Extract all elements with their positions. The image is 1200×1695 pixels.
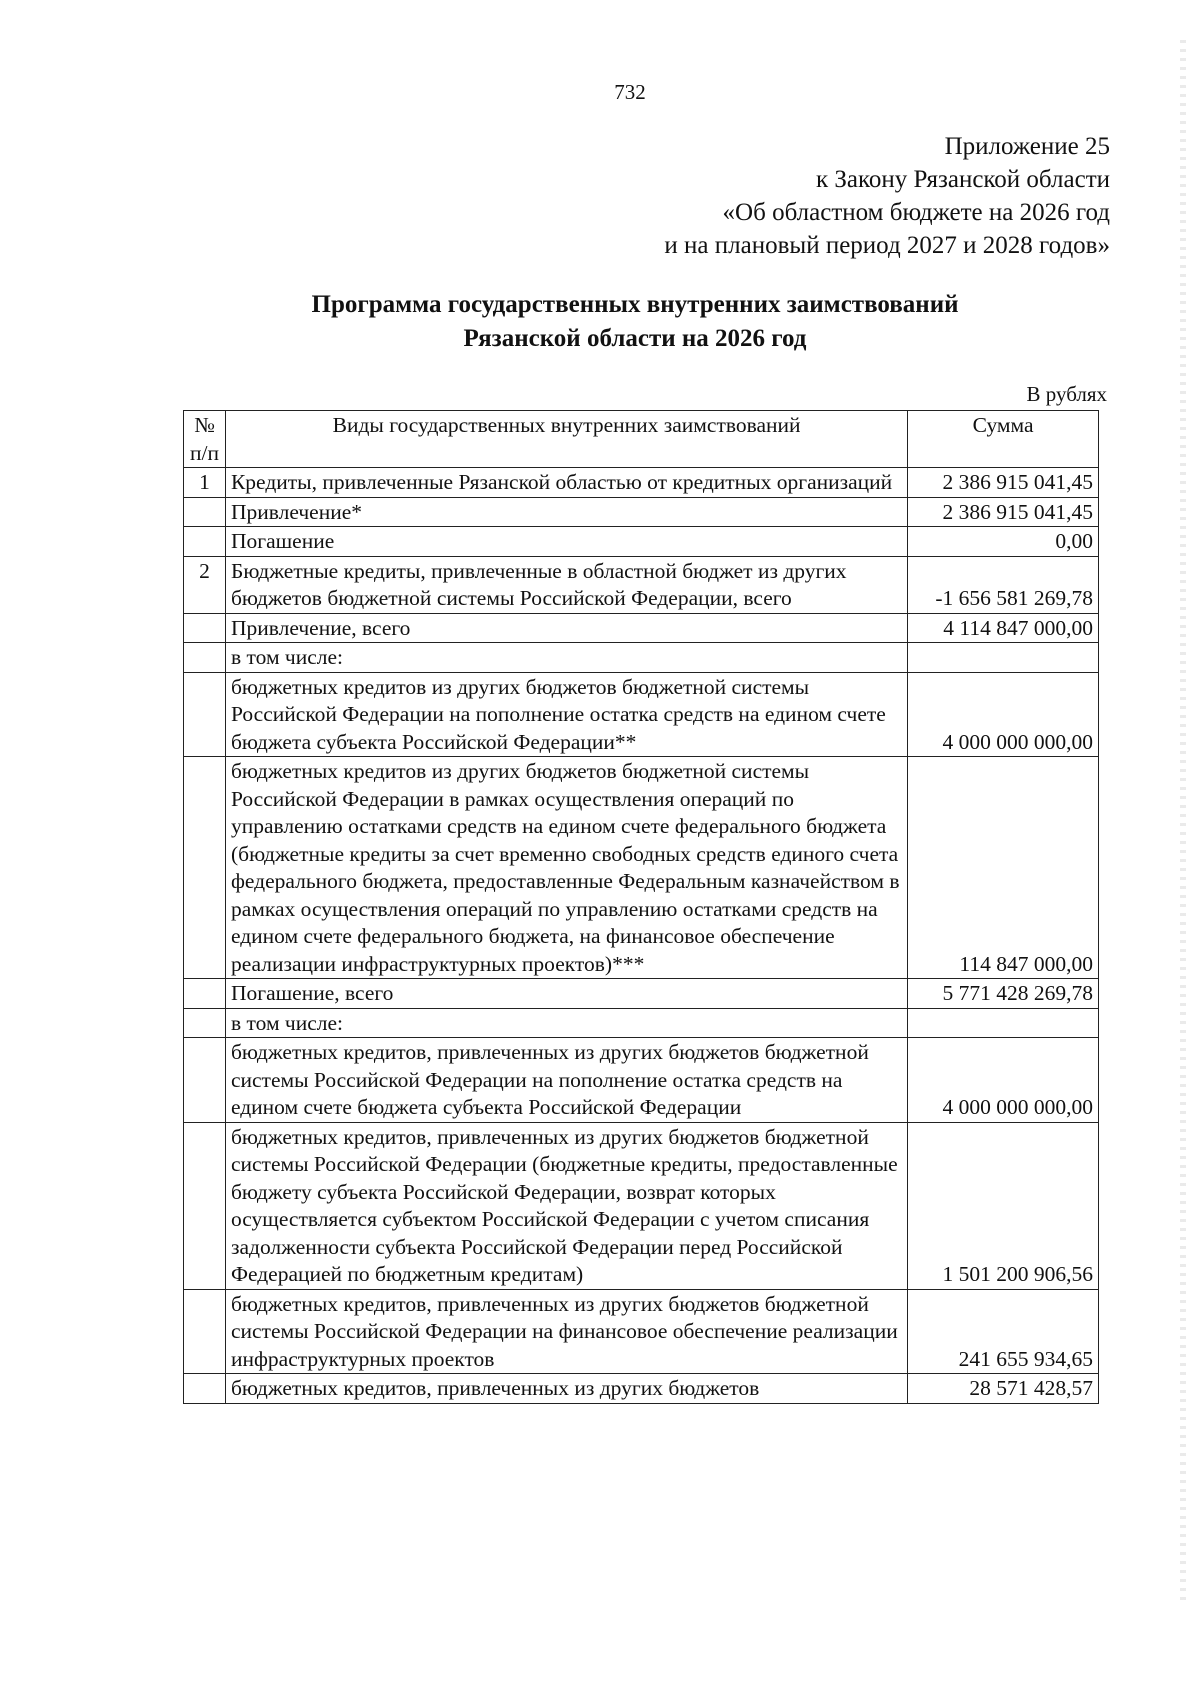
row-amount: 5 771 428 269,78 bbox=[908, 979, 1099, 1009]
row-amount: 1 501 200 906,56 bbox=[908, 1122, 1099, 1289]
table-row bbox=[184, 1122, 1099, 1289]
row-amount: 0,00 bbox=[908, 527, 1099, 557]
table-row bbox=[184, 672, 1099, 757]
row-number bbox=[184, 1122, 226, 1289]
row-amount: 114 847 000,00 bbox=[908, 757, 1099, 979]
table-row bbox=[184, 556, 1099, 613]
row-amount: 28 571 428,57 bbox=[908, 1374, 1099, 1404]
appendix-line-4: и на плановый период 2027 и 2028 годов» bbox=[664, 232, 1110, 259]
table-header-row bbox=[184, 411, 1099, 468]
appendix-line-1: Приложение 25 bbox=[944, 133, 1110, 160]
table-row bbox=[184, 527, 1099, 557]
row-amount: 241 655 934,65 bbox=[908, 1289, 1099, 1374]
scan-edge-artifact bbox=[1180, 40, 1186, 1600]
row-description: бюджетных кредитов, привлеченных из других бюджетов бюджетной системы Российской Федерации на пополнение остатка средств на едином счете бюджета субъекта Российской Федерации bbox=[225, 1038, 907, 1123]
table-row bbox=[184, 757, 1099, 979]
row-number: 1 bbox=[184, 468, 226, 498]
title-line-2: Рязанской области на 2026 год bbox=[463, 325, 807, 352]
table-body bbox=[184, 411, 1099, 1404]
units-label: В рублях bbox=[1026, 382, 1107, 406]
row-description: Кредиты, привлеченные Рязанской областью от кредитных организаций bbox=[225, 468, 907, 498]
row-amount bbox=[908, 643, 1099, 673]
appendix-line-2: к Закону Рязанской области bbox=[816, 166, 1110, 193]
row-amount: 2 386 915 041,45 bbox=[908, 468, 1099, 498]
row-amount bbox=[908, 1008, 1099, 1038]
row-number bbox=[184, 1289, 226, 1374]
row-description: бюджетных кредитов из других бюджетов бюджетной системы Российской Федерации на пополнение остатка средств на едином счете бюджета субъекта Российской Федерации** bbox=[225, 672, 907, 757]
row-number bbox=[184, 497, 226, 527]
row-description: в том числе: bbox=[225, 1008, 907, 1038]
table-row bbox=[184, 1374, 1099, 1404]
row-amount: 4 000 000 000,00 bbox=[908, 672, 1099, 757]
row-description: Привлечение, всего bbox=[225, 613, 907, 643]
row-description: Погашение, всего bbox=[225, 979, 907, 1009]
document-title bbox=[0, 288, 1200, 356]
row-number bbox=[184, 979, 226, 1009]
row-amount: -1 656 581 269,78 bbox=[908, 556, 1099, 613]
table-row bbox=[184, 468, 1099, 498]
header-sum: Сумма bbox=[908, 411, 1099, 468]
header-num: № п/п bbox=[184, 411, 226, 468]
table-row bbox=[184, 1008, 1099, 1038]
table-row bbox=[184, 643, 1099, 673]
header-desc: Виды государственных внутренних заимствований bbox=[225, 411, 907, 468]
table-row bbox=[184, 1289, 1099, 1374]
row-amount: 4 000 000 000,00 bbox=[908, 1038, 1099, 1123]
row-number bbox=[184, 527, 226, 557]
table-row bbox=[184, 497, 1099, 527]
row-description: бюджетных кредитов, привлеченных из других бюджетов бюджетной системы Российской Федерации (бюджетные кредиты, предоставленные бюджету субъекта Российской Федерации, возврат которых осуществляется субъектом Российской Федерации с учетом списания задолженности субъекта Российской Федерации перед Российской Федерацией по бюджетным кредитам) bbox=[225, 1122, 907, 1289]
appendix-header bbox=[664, 130, 1110, 262]
row-description: бюджетных кредитов из других бюджетов бюджетной системы Российской Федерации в рамках осуществления операций по управлению остатками средств на едином счете федерального бюджета (бюджетные кредиты за счет временно свободных средств единого счета федерального бюджета, предоставленные Федеральным казначейством в рамках осуществления операций по управлению остатками средств на едином счете федерального бюджета, на финансовое обеспечение реализации инфраструктурных проектов)*** bbox=[225, 757, 907, 979]
row-number bbox=[184, 1038, 226, 1123]
row-description: бюджетных кредитов, привлеченных из других бюджетов бюджетной системы Российской Федерации на финансовое обеспечение реализации инфраструктурных проектов bbox=[225, 1289, 907, 1374]
table-row bbox=[184, 613, 1099, 643]
borrowings-table bbox=[183, 410, 1099, 1404]
row-number: 2 bbox=[184, 556, 226, 613]
row-number bbox=[184, 1374, 226, 1404]
row-number bbox=[184, 757, 226, 979]
row-number bbox=[184, 613, 226, 643]
row-description: в том числе: bbox=[225, 643, 907, 673]
table-row bbox=[184, 979, 1099, 1009]
row-description: бюджетных кредитов, привлеченных из других бюджетов bbox=[225, 1374, 907, 1404]
row-number bbox=[184, 672, 226, 757]
row-number bbox=[184, 1008, 226, 1038]
row-description: Погашение bbox=[225, 527, 907, 557]
row-amount: 4 114 847 000,00 bbox=[908, 613, 1099, 643]
page-number: 732 bbox=[614, 80, 646, 104]
table-row bbox=[184, 1038, 1099, 1123]
row-number bbox=[184, 643, 226, 673]
row-amount: 2 386 915 041,45 bbox=[908, 497, 1099, 527]
row-description: Бюджетные кредиты, привлеченные в областной бюджет из других бюджетов бюджетной системы Российской Федерации, всего bbox=[225, 556, 907, 613]
title-line-1: Программа государственных внутренних заимствований bbox=[311, 291, 959, 318]
appendix-line-3: «Об областном бюджете на 2026 год bbox=[722, 199, 1110, 226]
row-description: Привлечение* bbox=[225, 497, 907, 527]
